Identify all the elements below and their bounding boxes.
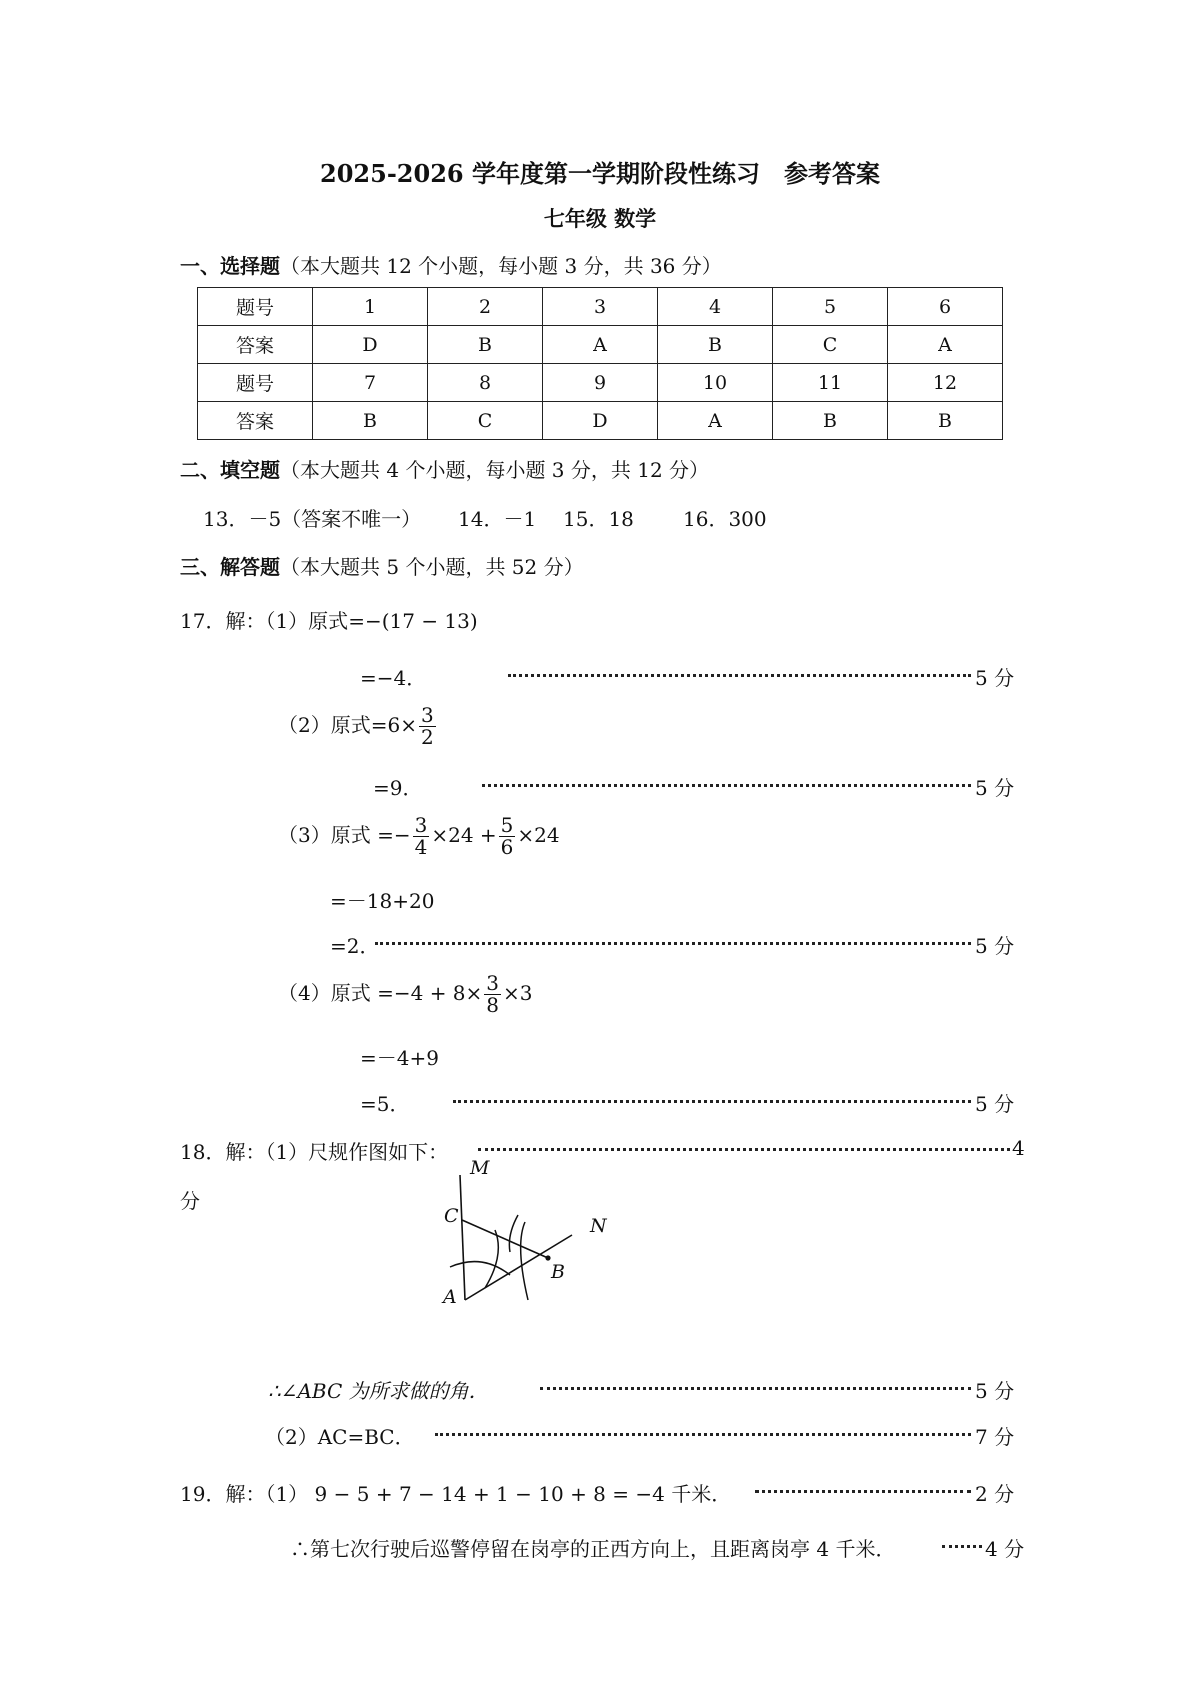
section-2-label: 二、填空题 [180,458,280,482]
table-header-cell: 题号 [198,364,313,402]
section-3-note: （本大题共 5 个小题，共 52 分） [280,555,584,579]
fraction-denominator: 6 [500,835,514,859]
label-n: N [590,1215,607,1237]
q17-part2-label: （2）原式 [278,713,371,737]
table-cell: B [658,326,773,364]
table-row [198,326,1003,364]
table-cell: A [888,326,1003,364]
section-1-note: （本大题共 12 个小题，每小题 3 分，共 36 分） [280,254,722,278]
table-cell: 4 [658,288,773,326]
label-a: A [443,1286,457,1308]
label-m: M [470,1160,490,1179]
label-b: B [551,1261,565,1283]
score-leader-dots [478,1148,1010,1151]
fill-answer-16: 16．300 [683,507,767,531]
q18-head: 18．解：（1）尺规作图如下： [180,1140,449,1164]
fraction [413,815,430,858]
score-leader-dots [482,784,971,787]
q17-head: 17．解：（1）原式 [180,609,349,633]
q17-part3-label: （3）原式 [278,823,371,847]
table-cell: B [313,402,428,440]
page-subtitle: 七年级 数学 [543,206,657,231]
label-c: C [444,1205,459,1227]
q18-score-wrap: 分 [180,1189,200,1213]
construction-arc [509,1215,518,1252]
score-leader-dots [453,1100,971,1103]
q17-part4-result: =5． [360,1092,410,1116]
q17-part1-result: =−4． [360,666,427,690]
section-1-label: 一、选择题 [180,254,280,278]
table-cell: 3 [543,288,658,326]
fraction-denominator: 4 [414,835,428,859]
q17-part4-label: （4）原式 [278,981,371,1005]
table-cell: 8 [428,364,543,402]
q17-part4-expression-b: ×3 [503,981,533,1005]
q18-part2-score: 7 分 [975,1425,1015,1449]
q17-part2-result: =9． [373,776,423,800]
q17-part3-step: =－18+20 [330,889,435,913]
fraction [484,973,501,1016]
q17-part2-expression: =6× [370,713,417,737]
fraction-numerator: 3 [486,971,500,995]
table-cell: 9 [543,364,658,402]
q19-expression: 9 − 5 + 7 − 14 + 1 − 10 + 8 = −4 [314,1482,665,1506]
q19-conclusion-score: 4 分 [985,1537,1025,1561]
table-cell: B [773,402,888,440]
table-cell: 10 [658,364,773,402]
q19-part1-line [180,1478,731,1507]
q17-part1-expression: =−(17 − 13) [348,609,478,633]
section-1-heading [180,250,722,279]
q18-part2: （2）AC=BC． [265,1425,415,1449]
table-header-cell: 答案 [198,326,313,364]
section-2-note: （本大题共 4 个小题，每小题 3 分，共 12 分） [280,458,710,482]
score-leader-dots [375,942,971,945]
q19-unit: 千米． [671,1482,732,1506]
q18-conclusion-score: 5 分 [975,1379,1015,1403]
score-leader-dots [508,674,971,677]
score-leader-dots [755,1490,971,1493]
construction-arc [450,1262,510,1275]
table-header-cell: 答案 [198,402,313,440]
table-row [198,402,1003,440]
q17-part4-step: =－4+9 [360,1046,439,1070]
table-cell: 2 [428,288,543,326]
q17-part3-score: 5 分 [975,934,1015,958]
fraction [419,705,436,748]
construction-figure [420,1160,630,1325]
q17-part4-line [278,973,533,1016]
table-cell: 5 [773,288,888,326]
q17-part3-expression-b: ×24 + [431,823,497,847]
q19-score: 2 分 [975,1482,1015,1506]
fill-answer-14: 14．－1 [458,507,537,531]
q17-part3-expression-c: ×24 [517,823,560,847]
fraction-numerator: 5 [500,813,514,837]
table-cell: 7 [313,364,428,402]
q17-part4-score: 5 分 [975,1092,1015,1116]
fraction [499,815,516,858]
table-cell: C [428,402,543,440]
section-3-label: 三、解答题 [180,555,280,579]
q19-head: 19．解：（1） [180,1482,309,1506]
q19-conclusion: ∴第七次行驶后巡警停留在岗亭的正西方向上，且距离岗亭 4 千米． [290,1537,896,1561]
table-cell: 11 [773,364,888,402]
table-cell: C [773,326,888,364]
segment-cb [462,1220,548,1258]
point-b [545,1255,550,1260]
section-3-heading [180,551,584,580]
fraction-numerator: 3 [414,813,428,837]
q18-conclusion: ∴∠ABC 为所求做的角． [268,1379,489,1403]
q17-part4-expression-a: =−4 + 8× [377,981,483,1005]
q17-part3-expression-a: =− [377,823,411,847]
table-cell: B [428,326,543,364]
q17-part2-score: 5 分 [975,776,1015,800]
table-cell: 1 [313,288,428,326]
section-2-heading [180,454,709,483]
score-leader-dots [942,1545,982,1548]
q17-part2-line [278,705,438,748]
table-cell: 12 [888,364,1003,402]
q17-part3-line [278,815,560,858]
table-cell: D [313,326,428,364]
q17-part3-result: =2． [330,934,380,958]
fraction-numerator: 3 [420,703,434,727]
ray-am [460,1175,465,1300]
page-title: 2025-2026 学年度第一学期阶段性练习 参考答案 [320,159,880,188]
table-cell: D [543,402,658,440]
q18-score-tail: 4 [1012,1136,1025,1160]
fraction-denominator: 8 [486,993,500,1017]
table-header-cell: 题号 [198,288,313,326]
score-leader-dots [435,1433,971,1436]
q17-part1-score: 5 分 [975,666,1015,690]
table-cell: A [658,402,773,440]
table-row [198,288,1003,326]
table-cell: B [888,402,1003,440]
table-cell: 6 [888,288,1003,326]
construction-arc [485,1230,498,1288]
q17-part1-line [180,605,478,634]
score-leader-dots [540,1387,971,1390]
fill-answer-15: 15．18 [563,507,634,531]
fill-answer-13: 13．－5（答案不唯一） [203,507,422,531]
choice-answer-table [197,287,1003,440]
table-row [198,364,1003,402]
fraction-denominator: 2 [420,725,434,749]
construction-arc [521,1222,528,1300]
table-cell: A [543,326,658,364]
